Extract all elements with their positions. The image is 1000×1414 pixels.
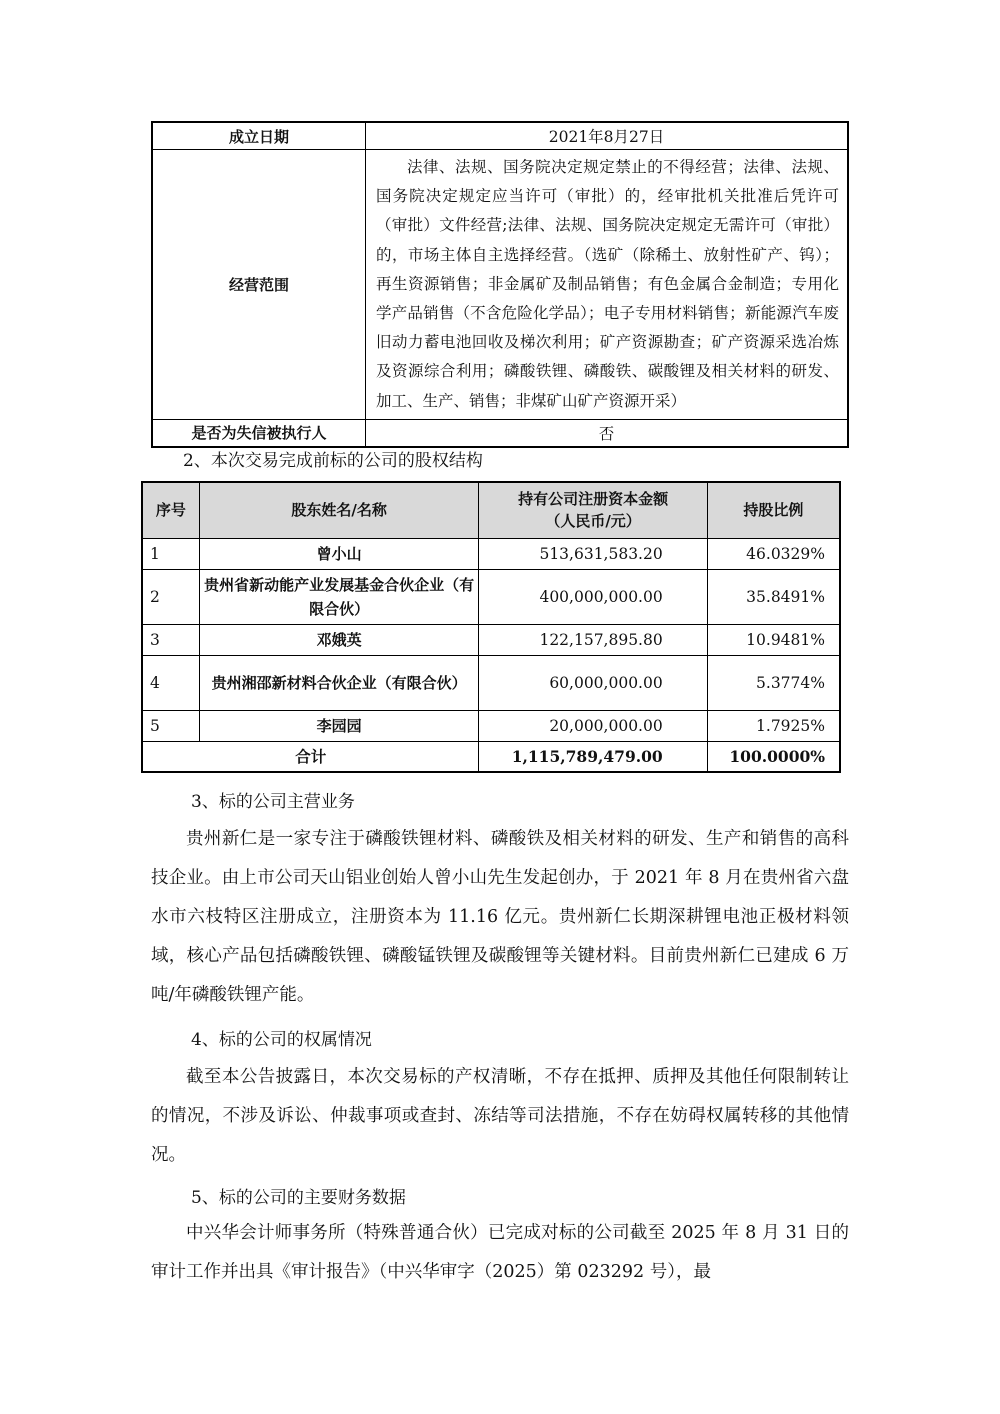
header-registered-capital — [479, 482, 707, 538]
header-amount-line2: （人民币/元） — [545, 512, 641, 531]
share-ratio: 5.3774% — [707, 655, 840, 710]
header-amount-line1: 持有公司注册资本金额 — [518, 490, 669, 509]
table-row — [142, 538, 840, 569]
row-index: 5 — [142, 710, 199, 741]
established-date-value: 2021年8月27日 — [366, 122, 849, 150]
row-index: 2 — [142, 569, 199, 624]
section-4-heading: 4、标的公司的权属情况 — [191, 1030, 372, 1050]
table-row — [152, 150, 848, 420]
header-shareholder-name: 股东姓名/名称 — [199, 482, 479, 538]
shareholder-name: 曾小山 — [199, 538, 479, 569]
capital-amount: 20,000,000.00 — [479, 710, 707, 741]
share-ratio: 1.7925% — [707, 710, 840, 741]
capital-amount: 513,631,583.20 — [479, 538, 707, 569]
total-share-ratio: 100.0000% — [707, 741, 840, 772]
table-row — [142, 569, 840, 624]
total-label: 合计 — [142, 741, 479, 772]
table-header-row — [142, 482, 840, 538]
business-scope-label: 经营范围 — [152, 150, 366, 420]
table-row — [152, 122, 848, 150]
dishonest-debtor-label: 是否为失信被执行人 — [152, 419, 366, 447]
capital-amount: 400,000,000.00 — [479, 569, 707, 624]
table-total-row — [142, 741, 840, 772]
business-scope-cell — [366, 150, 849, 420]
share-ratio: 10.9481% — [707, 624, 840, 655]
share-ratio: 35.8491% — [707, 569, 840, 624]
table-row — [142, 624, 840, 655]
total-amount: 1,115,789,479.00 — [479, 741, 707, 772]
table-row — [152, 419, 848, 447]
share-ratio: 46.0329% — [707, 538, 840, 569]
capital-amount: 122,157,895.80 — [479, 624, 707, 655]
shareholder-name: 李园园 — [199, 710, 479, 741]
section-2-heading: 2、本次交易完成前标的公司的股权结构 — [183, 451, 483, 471]
established-date-label: 成立日期 — [152, 122, 366, 150]
table-row — [142, 710, 840, 741]
shareholder-name: 贵州省新动能产业发展基金合伙企业（有限合伙） — [199, 569, 479, 624]
dishonest-debtor-value: 否 — [366, 419, 849, 447]
header-index: 序号 — [142, 482, 199, 538]
table-row — [142, 655, 840, 710]
row-index: 1 — [142, 538, 199, 569]
shareholder-name: 邓娥英 — [199, 624, 479, 655]
section-5-body: 中兴华会计师事务所（特殊普通合伙）已完成对标的公司截至 2025 年 8 月 31 日的审计工作并出具《审计报告》（中兴华审字（2025）第 023292 号），最 — [151, 1223, 849, 1282]
section-4-body: 截至本公告披露日，本次交易标的产权清晰，不存在抵押、质押及其他任何限制转让的情况，不涉及诉讼、仲裁事项或查封、冻结等司法措施，不存在妨碍权属转移的其他情况。 — [151, 1067, 849, 1165]
business-scope-value: 法律、法规、国务院决定规定禁止的不得经营；法律、法规、国务院决定规定应当许可（审批）的，经审批机关批准后凭许可（审批）文件经营;法律、法规、国务院决定规定无需许可（审批）的，市场主体自主选择经营。（选矿（除稀土、放射性矿产、钨）；再生资源销售；非金属矿及制品销售；有色金属合金制造；专用化学产品销售（不含危险化学品）；电子专用材料销售；新能源汽车废旧动力蓄电池回收及梯次利用；矿产资源勘查；矿产资源采选冶炼及资源综合利用；磷酸铁锂、磷酸铁、碳酸锂及相关材料的研发、加工、生产、销售；非煤矿山矿产资源开采） — [376, 158, 839, 410]
equity-structure-table — [141, 481, 841, 773]
section-3-heading: 3、标的公司主营业务 — [191, 792, 355, 812]
shareholder-name: 贵州湘邵新材料合伙企业（有限合伙） — [199, 655, 479, 710]
company-info-table — [151, 121, 849, 448]
section-3-body: 贵州新仁是一家专注于磷酸铁锂材料、磷酸铁及相关材料的研发、生产和销售的高科技企业。由上市公司天山铝业创始人曾小山先生发起创办，于 2021 年 8 月在贵州省六盘水市六枝特区注册成立，注册资本为 11.16 亿元。贵州新仁长期深耕锂电池正极材料领域，核心产品包括磷酸铁锂、磷酸锰铁锂及碳酸锂等关键材料。目前贵州新仁已建成 6 万吨/年磷酸铁锂产能。 — [151, 829, 849, 1005]
section-5-heading: 5、标的公司的主要财务数据 — [191, 1188, 406, 1208]
row-index: 3 — [142, 624, 199, 655]
row-index: 4 — [142, 655, 199, 710]
capital-amount: 60,000,000.00 — [479, 655, 707, 710]
header-share-ratio: 持股比例 — [707, 482, 840, 538]
